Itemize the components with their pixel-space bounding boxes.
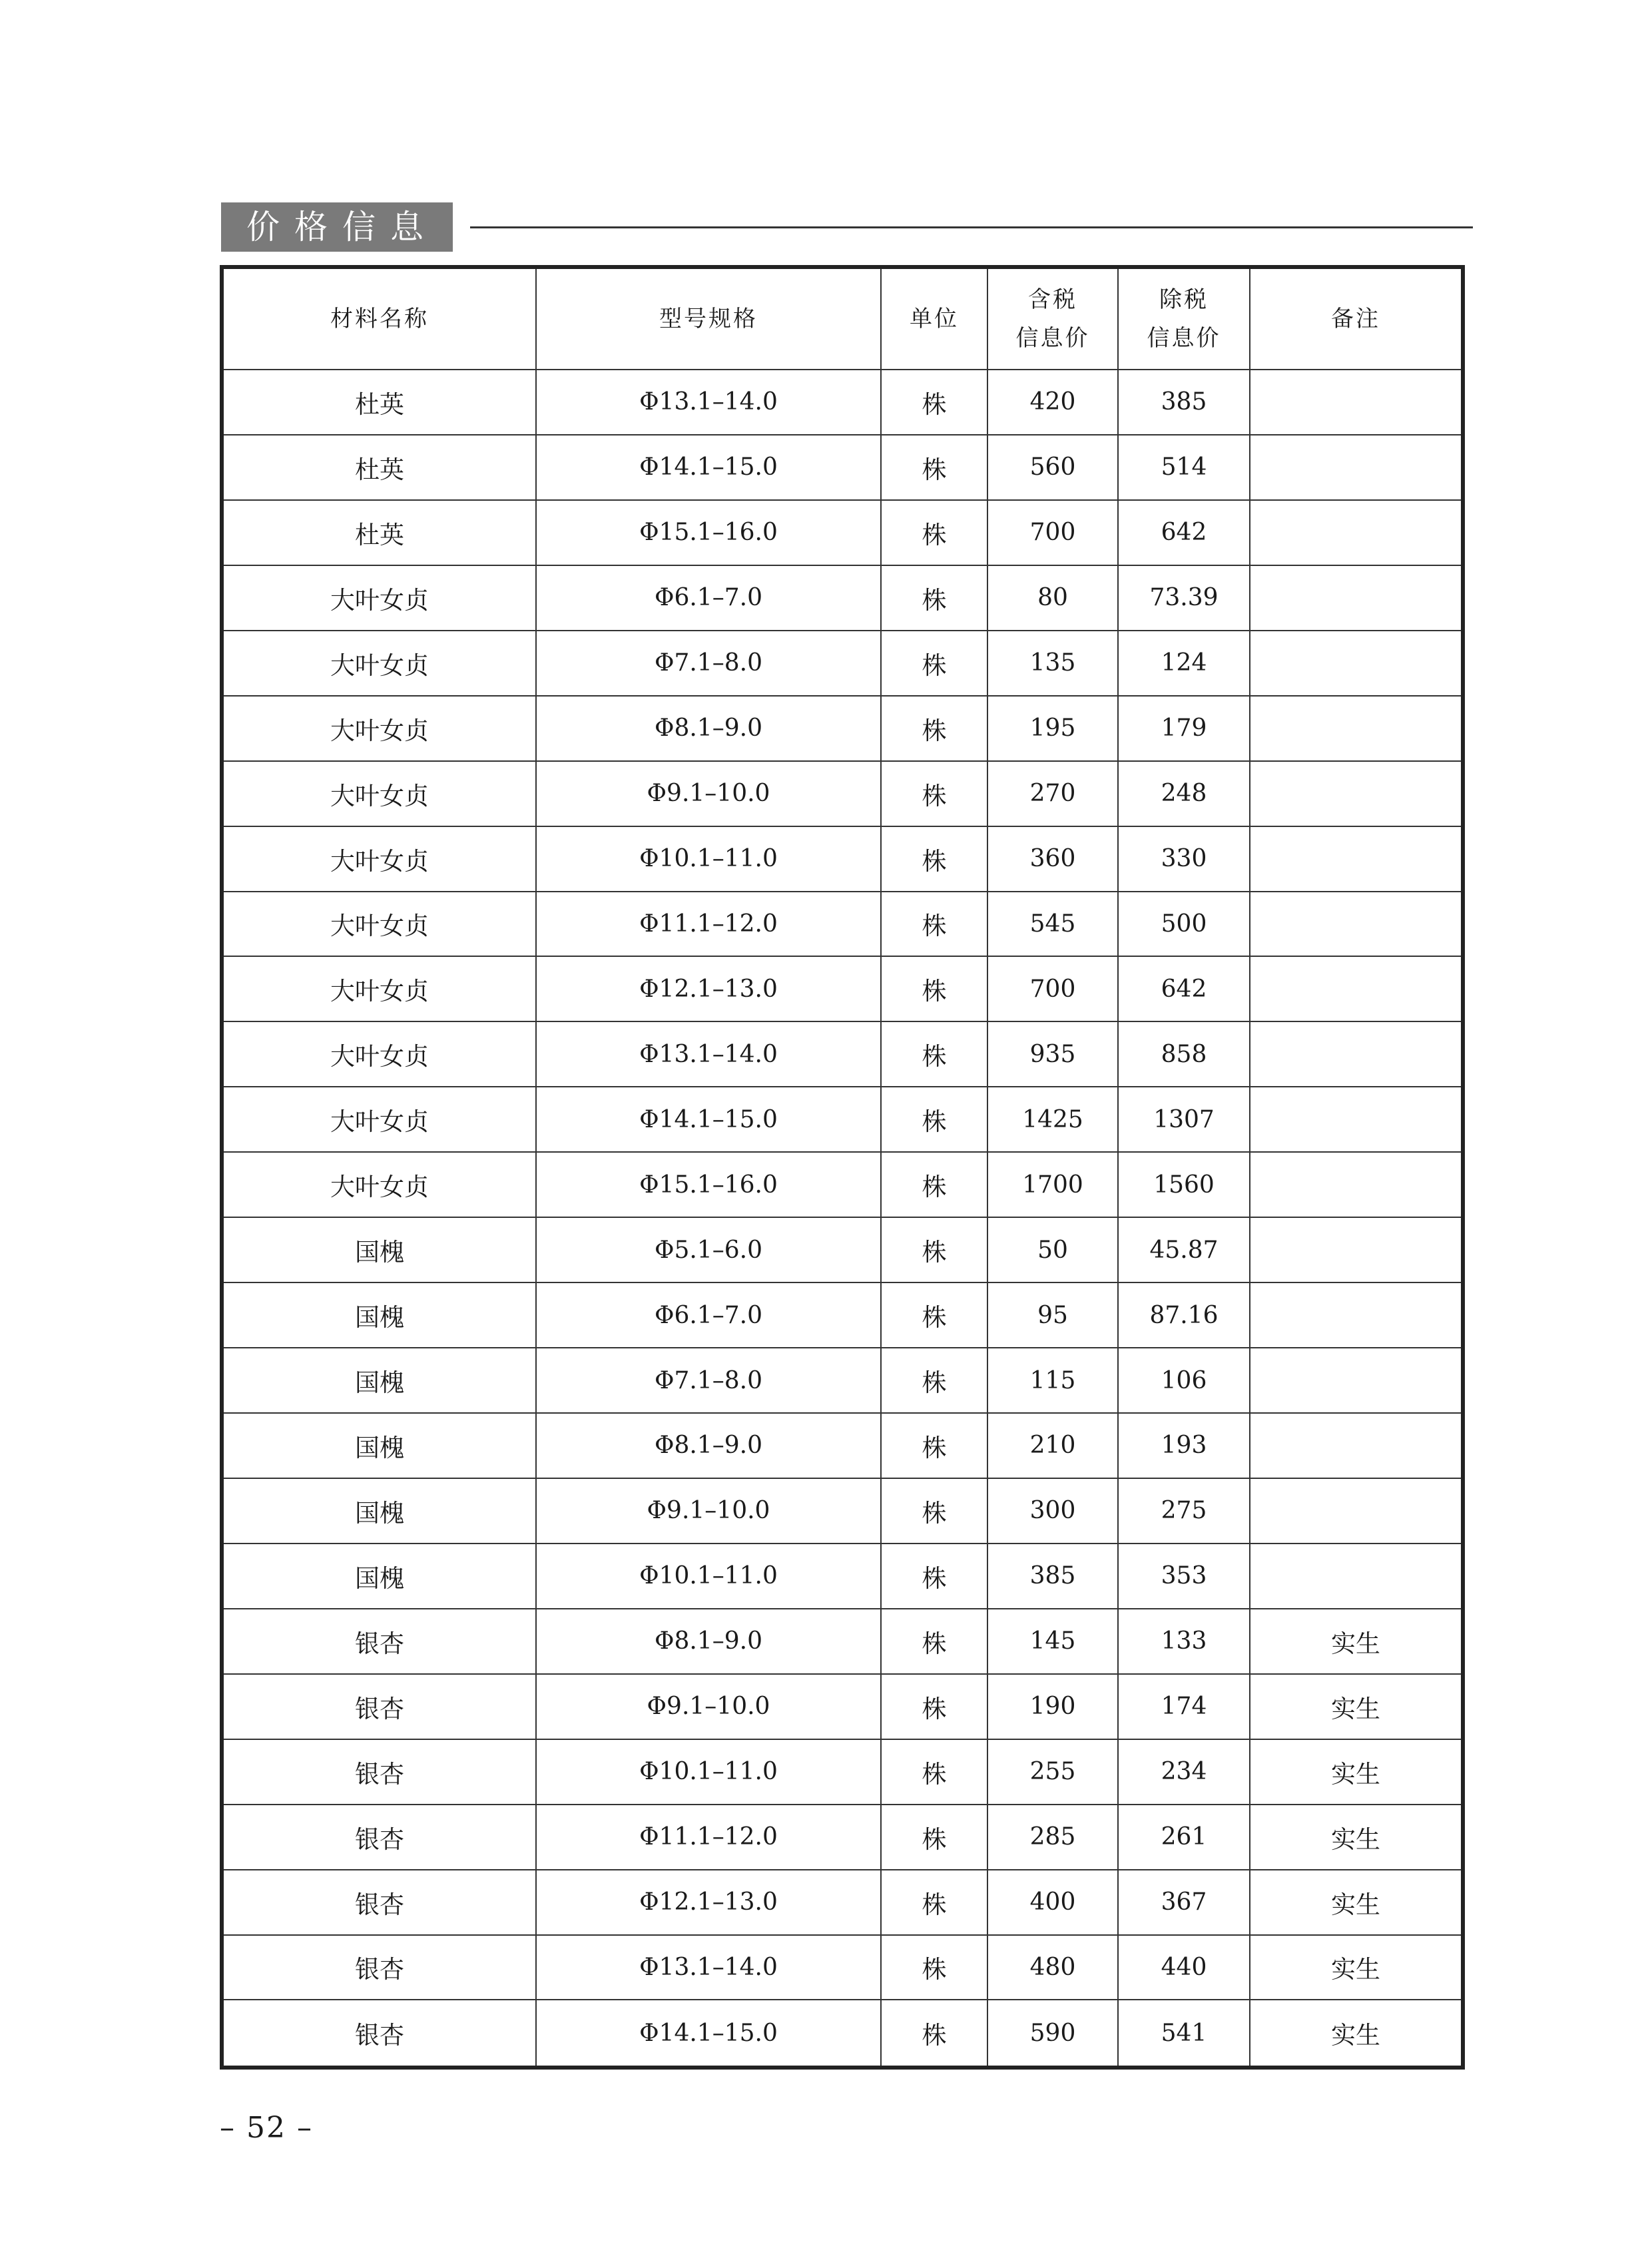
cell-name: 大叶女贞 xyxy=(222,956,536,1021)
cell-name: 大叶女贞 xyxy=(222,761,536,826)
table-row xyxy=(222,370,1463,435)
cell-remark xyxy=(1250,370,1463,435)
cell-tax-incl-price: 270 xyxy=(987,761,1118,826)
cell-spec: Φ9.1–10.0 xyxy=(536,1674,881,1739)
table-row xyxy=(222,2000,1463,2068)
cell-unit: 株 xyxy=(881,1087,987,1152)
cell-tax-excl-price: 73.39 xyxy=(1118,565,1250,631)
header-name: 材料名称 xyxy=(222,267,536,370)
table-row xyxy=(222,1609,1463,1674)
cell-name: 杜英 xyxy=(222,435,536,500)
cell-name: 银杏 xyxy=(222,1805,536,1870)
cell-remark xyxy=(1250,565,1463,631)
cell-name: 国槐 xyxy=(222,1413,536,1478)
cell-tax-excl-price: 440 xyxy=(1118,1935,1250,2000)
cell-name: 大叶女贞 xyxy=(222,892,536,957)
cell-spec: Φ10.1–11.0 xyxy=(536,826,881,892)
table-row xyxy=(222,1739,1463,1805)
cell-name: 国槐 xyxy=(222,1282,536,1348)
cell-unit: 株 xyxy=(881,2000,987,2068)
cell-tax-incl-price: 1425 xyxy=(987,1087,1118,1152)
price-table xyxy=(220,265,1465,2070)
cell-tax-incl-price: 400 xyxy=(987,1870,1118,1935)
cell-name: 国槐 xyxy=(222,1217,536,1282)
cell-unit: 株 xyxy=(881,500,987,565)
cell-spec: Φ9.1–10.0 xyxy=(536,1478,881,1544)
page-number: – 52 – xyxy=(220,2111,313,2145)
cell-tax-excl-price: 106 xyxy=(1118,1348,1250,1413)
cell-unit: 株 xyxy=(881,631,987,696)
cell-unit: 株 xyxy=(881,761,987,826)
table-row xyxy=(222,565,1463,631)
cell-remark xyxy=(1250,1021,1463,1087)
cell-name: 国槐 xyxy=(222,1544,536,1609)
cell-tax-excl-price: 193 xyxy=(1118,1413,1250,1478)
header-spec: 型号规格 xyxy=(536,267,881,370)
cell-tax-incl-price: 95 xyxy=(987,1282,1118,1348)
cell-remark xyxy=(1250,956,1463,1021)
cell-tax-incl-price: 935 xyxy=(987,1021,1118,1087)
cell-tax-excl-price: 642 xyxy=(1118,956,1250,1021)
cell-remark xyxy=(1250,892,1463,957)
cell-name: 大叶女贞 xyxy=(222,631,536,696)
cell-remark xyxy=(1250,1348,1463,1413)
cell-unit: 株 xyxy=(881,565,987,631)
table-row xyxy=(222,1870,1463,1935)
cell-tax-incl-price: 80 xyxy=(987,565,1118,631)
cell-tax-excl-price: 234 xyxy=(1118,1739,1250,1805)
cell-remark: 实生 xyxy=(1250,2000,1463,2068)
cell-name: 银杏 xyxy=(222,1870,536,1935)
cell-remark xyxy=(1250,1282,1463,1348)
cell-name: 大叶女贞 xyxy=(222,1152,536,1217)
table-body xyxy=(222,370,1463,2068)
cell-unit: 株 xyxy=(881,1544,987,1609)
cell-remark: 实生 xyxy=(1250,1739,1463,1805)
table-row xyxy=(222,892,1463,957)
cell-remark xyxy=(1250,1152,1463,1217)
cell-unit: 株 xyxy=(881,1217,987,1282)
cell-tax-incl-price: 210 xyxy=(987,1413,1118,1478)
cell-spec: Φ12.1–13.0 xyxy=(536,956,881,1021)
cell-spec: Φ14.1–15.0 xyxy=(536,435,881,500)
cell-tax-excl-price: 1560 xyxy=(1118,1152,1250,1217)
cell-remark xyxy=(1250,761,1463,826)
table-row xyxy=(222,631,1463,696)
cell-spec: Φ6.1–7.0 xyxy=(536,565,881,631)
header-tax-excl xyxy=(1118,267,1250,370)
table-row xyxy=(222,761,1463,826)
cell-spec: Φ10.1–11.0 xyxy=(536,1544,881,1609)
cell-tax-excl-price: 367 xyxy=(1118,1870,1250,1935)
cell-unit: 株 xyxy=(881,1609,987,1674)
table-row xyxy=(222,1544,1463,1609)
table-row xyxy=(222,1478,1463,1544)
cell-spec: Φ13.1–14.0 xyxy=(536,1021,881,1087)
header-tax-incl-line2: 信息价 xyxy=(1015,325,1090,352)
cell-tax-incl-price: 50 xyxy=(987,1217,1118,1282)
cell-spec: Φ13.1–14.0 xyxy=(536,370,881,435)
table-row xyxy=(222,1348,1463,1413)
cell-spec: Φ5.1–6.0 xyxy=(536,1217,881,1282)
cell-tax-incl-price: 700 xyxy=(987,956,1118,1021)
cell-spec: Φ9.1–10.0 xyxy=(536,761,881,826)
cell-remark: 实生 xyxy=(1250,1805,1463,1870)
cell-tax-incl-price: 545 xyxy=(987,892,1118,957)
cell-tax-excl-price: 353 xyxy=(1118,1544,1250,1609)
cell-name: 国槐 xyxy=(222,1348,536,1413)
header-tax-incl-line1: 含税 xyxy=(1028,286,1077,313)
cell-tax-excl-price: 541 xyxy=(1118,2000,1250,2068)
section-title-tag: 价格信息 xyxy=(221,202,453,252)
cell-tax-excl-price: 330 xyxy=(1118,826,1250,892)
table-row xyxy=(222,435,1463,500)
cell-name: 大叶女贞 xyxy=(222,826,536,892)
cell-tax-incl-price: 135 xyxy=(987,631,1118,696)
table-row xyxy=(222,1217,1463,1282)
cell-tax-excl-price: 248 xyxy=(1118,761,1250,826)
cell-tax-excl-price: 124 xyxy=(1118,631,1250,696)
cell-tax-excl-price: 642 xyxy=(1118,500,1250,565)
cell-spec: Φ12.1–13.0 xyxy=(536,1870,881,1935)
cell-remark xyxy=(1250,1478,1463,1544)
cell-spec: Φ6.1–7.0 xyxy=(536,1282,881,1348)
cell-unit: 株 xyxy=(881,1152,987,1217)
cell-name: 银杏 xyxy=(222,1739,536,1805)
cell-remark: 实生 xyxy=(1250,1609,1463,1674)
header-tax-incl xyxy=(987,267,1118,370)
cell-name: 大叶女贞 xyxy=(222,1021,536,1087)
cell-tax-incl-price: 480 xyxy=(987,1935,1118,2000)
cell-unit: 株 xyxy=(881,1348,987,1413)
cell-tax-incl-price: 590 xyxy=(987,2000,1118,2068)
cell-tax-incl-price: 190 xyxy=(987,1674,1118,1739)
cell-unit: 株 xyxy=(881,1870,987,1935)
cell-unit: 株 xyxy=(881,826,987,892)
cell-tax-excl-price: 385 xyxy=(1118,370,1250,435)
cell-unit: 株 xyxy=(881,1805,987,1870)
header-rule xyxy=(470,226,1473,228)
table-row xyxy=(222,826,1463,892)
cell-remark xyxy=(1250,1217,1463,1282)
cell-tax-excl-price: 500 xyxy=(1118,892,1250,957)
cell-tax-incl-price: 285 xyxy=(987,1805,1118,1870)
cell-remark xyxy=(1250,1087,1463,1152)
cell-tax-incl-price: 255 xyxy=(987,1739,1118,1805)
table-row xyxy=(222,500,1463,565)
table-row xyxy=(222,1935,1463,2000)
cell-tax-excl-price: 179 xyxy=(1118,696,1250,761)
cell-spec: Φ10.1–11.0 xyxy=(536,1739,881,1805)
table-row xyxy=(222,1152,1463,1217)
cell-name: 银杏 xyxy=(222,2000,536,2068)
cell-tax-incl-price: 1700 xyxy=(987,1152,1118,1217)
cell-tax-incl-price: 385 xyxy=(987,1544,1118,1609)
cell-remark: 实生 xyxy=(1250,1870,1463,1935)
cell-tax-incl-price: 300 xyxy=(987,1478,1118,1544)
cell-spec: Φ13.1–14.0 xyxy=(536,1935,881,2000)
cell-remark xyxy=(1250,696,1463,761)
cell-name: 国槐 xyxy=(222,1478,536,1544)
cell-unit: 株 xyxy=(881,1674,987,1739)
cell-tax-incl-price: 420 xyxy=(987,370,1118,435)
cell-remark xyxy=(1250,500,1463,565)
cell-spec: Φ15.1–16.0 xyxy=(536,500,881,565)
table-row xyxy=(222,1021,1463,1087)
cell-name: 大叶女贞 xyxy=(222,1087,536,1152)
cell-tax-excl-price: 858 xyxy=(1118,1021,1250,1087)
cell-remark xyxy=(1250,631,1463,696)
cell-spec: Φ7.1–8.0 xyxy=(536,1348,881,1413)
cell-name: 杜英 xyxy=(222,500,536,565)
table-row xyxy=(222,1805,1463,1870)
table-row xyxy=(222,1674,1463,1739)
cell-spec: Φ11.1–12.0 xyxy=(536,1805,881,1870)
cell-tax-excl-price: 261 xyxy=(1118,1805,1250,1870)
cell-name: 银杏 xyxy=(222,1935,536,2000)
cell-unit: 株 xyxy=(881,892,987,957)
cell-tax-incl-price: 360 xyxy=(987,826,1118,892)
cell-remark xyxy=(1250,1413,1463,1478)
cell-name: 杜英 xyxy=(222,370,536,435)
table-header-row xyxy=(222,267,1463,370)
cell-tax-incl-price: 115 xyxy=(987,1348,1118,1413)
cell-unit: 株 xyxy=(881,1021,987,1087)
cell-unit: 株 xyxy=(881,1413,987,1478)
cell-spec: Φ14.1–15.0 xyxy=(536,2000,881,2068)
cell-name: 大叶女贞 xyxy=(222,565,536,631)
cell-spec: Φ14.1–15.0 xyxy=(536,1087,881,1152)
table-row xyxy=(222,1087,1463,1152)
cell-spec: Φ8.1–9.0 xyxy=(536,1413,881,1478)
cell-remark xyxy=(1250,826,1463,892)
cell-tax-incl-price: 560 xyxy=(987,435,1118,500)
table-row xyxy=(222,696,1463,761)
cell-unit: 株 xyxy=(881,1935,987,2000)
header-tax-excl-line2: 信息价 xyxy=(1147,325,1221,352)
cell-tax-excl-price: 1307 xyxy=(1118,1087,1250,1152)
cell-spec: Φ8.1–9.0 xyxy=(536,1609,881,1674)
cell-unit: 株 xyxy=(881,1282,987,1348)
cell-spec: Φ8.1–9.0 xyxy=(536,696,881,761)
header-remark: 备注 xyxy=(1250,267,1463,370)
header-tax-excl-line1: 除税 xyxy=(1159,286,1209,313)
cell-tax-excl-price: 133 xyxy=(1118,1609,1250,1674)
cell-remark xyxy=(1250,435,1463,500)
cell-remark: 实生 xyxy=(1250,1935,1463,2000)
cell-spec: Φ15.1–16.0 xyxy=(536,1152,881,1217)
table-row xyxy=(222,1413,1463,1478)
cell-unit: 株 xyxy=(881,1478,987,1544)
cell-tax-excl-price: 87.16 xyxy=(1118,1282,1250,1348)
table-row xyxy=(222,1282,1463,1348)
cell-unit: 株 xyxy=(881,435,987,500)
cell-tax-excl-price: 45.87 xyxy=(1118,1217,1250,1282)
table-row xyxy=(222,956,1463,1021)
cell-spec: Φ7.1–8.0 xyxy=(536,631,881,696)
cell-tax-excl-price: 514 xyxy=(1118,435,1250,500)
cell-unit: 株 xyxy=(881,696,987,761)
cell-name: 大叶女贞 xyxy=(222,696,536,761)
cell-tax-excl-price: 174 xyxy=(1118,1674,1250,1739)
cell-tax-excl-price: 275 xyxy=(1118,1478,1250,1544)
header-unit: 单位 xyxy=(881,267,987,370)
cell-tax-incl-price: 195 xyxy=(987,696,1118,761)
cell-remark xyxy=(1250,1544,1463,1609)
cell-name: 银杏 xyxy=(222,1674,536,1739)
cell-remark: 实生 xyxy=(1250,1674,1463,1739)
cell-unit: 株 xyxy=(881,956,987,1021)
cell-unit: 株 xyxy=(881,1739,987,1805)
cell-spec: Φ11.1–12.0 xyxy=(536,892,881,957)
cell-unit: 株 xyxy=(881,370,987,435)
cell-tax-incl-price: 700 xyxy=(987,500,1118,565)
cell-tax-incl-price: 145 xyxy=(987,1609,1118,1674)
cell-name: 银杏 xyxy=(222,1609,536,1674)
